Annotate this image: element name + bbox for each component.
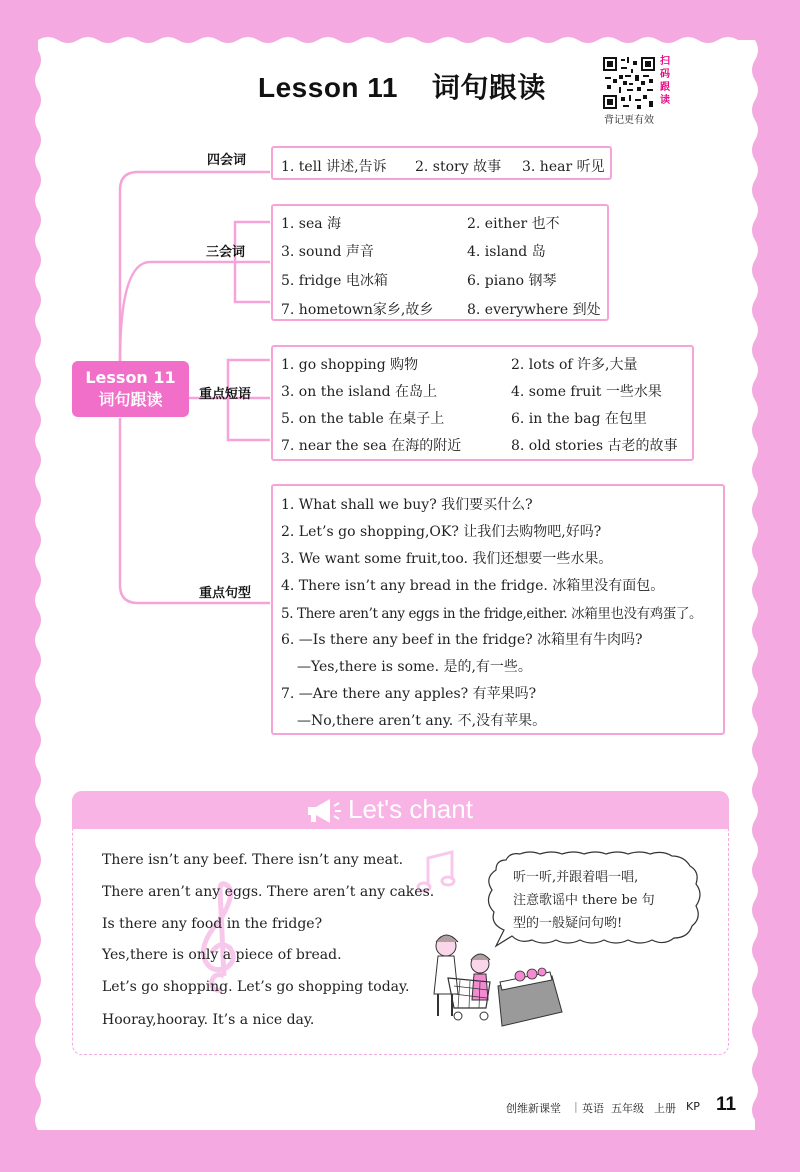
phrase-item: 7. near the sea 在海的附近 [281, 438, 462, 454]
chant-title: Let's chant [348, 794, 473, 824]
lesson-subtitle: 词句跟读 [431, 72, 546, 103]
key-phrases-box [271, 345, 694, 461]
footer-volume: 上册 [654, 1102, 676, 1115]
phrase-item: 1. go shopping 购物 [281, 357, 419, 373]
phrase-item: 5. on the table 在桌子上 [281, 411, 445, 427]
word-item: 1. sea 海 [281, 216, 342, 232]
sentence-item: 5. There aren’t any eggs in the fridge,either. 冰箱里也没有鸡蛋了。 [281, 606, 703, 622]
footer-edition: KP [686, 1100, 700, 1113]
word-item: 4. island 岛 [467, 244, 546, 260]
word-item: 7. hometown家乡,故乡 [281, 302, 434, 318]
four-skill-words-box [271, 146, 612, 180]
chant-line: Let’s go shopping. Let’s go shopping today. [102, 979, 410, 995]
sentence-item: 6. —Is there any beef in the fridge? 冰箱里有牛肉吗? [281, 632, 643, 648]
chant-line: There isn’t any beef. There isn’t any meat. [102, 852, 404, 868]
sentence-item: 4. There isn’t any bread in the fridge. 冰箱里没有面包。 [281, 578, 665, 594]
word-item: 8. everywhere 到处 [467, 302, 601, 318]
sentence-item: 2. Let’s go shopping,OK? 让我们去购物吧,好吗? [281, 524, 602, 540]
bubble-text-line: 听一听,并跟着唱一唱, [513, 870, 639, 885]
phrase-item: 6. in the bag 在包里 [511, 411, 647, 427]
sentence-item: —No,there aren’t any. 不,没有苹果。 [297, 713, 547, 729]
word-item: 1. tell 讲述,告诉 [281, 159, 387, 175]
center-node [72, 361, 189, 417]
footer-series: 创维新课堂 [506, 1102, 561, 1115]
word-item: 2. either 也不 [467, 216, 560, 232]
phrase-item: 2. lots of 许多,大量 [511, 357, 638, 373]
sentence-item: 1. What shall we buy? 我们要买什么? [281, 497, 533, 513]
footer-grade: 五年级 [611, 1102, 644, 1115]
center-node-line1: Lesson 11 [85, 368, 176, 387]
branch-label-key-phrases: 重点短语 [199, 387, 252, 402]
qr-label: 扫 码 跟 读 [660, 56, 670, 106]
phrase-item: 8. old stories 古老的故事 [511, 438, 678, 454]
bubble-text-line: 型的一般疑问句哟! [513, 916, 623, 931]
lesson-title: Lesson 11 [258, 72, 398, 103]
three-skill-words-box [271, 204, 609, 321]
page-number: 11 [716, 1094, 737, 1115]
phrase-item: 3. on the island 在岛上 [281, 384, 437, 400]
center-node-line2: 词句跟读 [98, 390, 163, 409]
phrase-item: 4. some fruit 一些水果 [511, 384, 662, 400]
branch-label-three-skill-words: 三会词 [206, 245, 246, 260]
chant-line: There aren’t any eggs. There aren’t any cakes. [102, 884, 435, 900]
chant-line: Is there any food in the fridge? [102, 916, 323, 932]
chant-line: Yes,there is only a piece of bread. [102, 947, 342, 963]
word-item: 2. story 故事 [415, 159, 502, 175]
word-item: 3. hear 听见 [522, 159, 605, 175]
bubble-text-line: 注意歌谣中 there be 句 [513, 893, 655, 908]
footer-divider: | [574, 1100, 578, 1113]
word-item: 3. sound 声音 [281, 244, 374, 260]
qr-caption: 背记更有效 [604, 115, 654, 126]
key-sentences-box [271, 484, 725, 735]
page-title [258, 66, 546, 106]
word-item: 6. piano 钢琴 [467, 273, 557, 289]
word-item: 5. fridge 电冰箱 [281, 273, 388, 289]
footer-subject: 英语 [582, 1102, 604, 1115]
sentence-item: —Yes,there is some. 是的,有一些。 [297, 659, 532, 675]
branch-label-key-sentences: 重点句型 [199, 586, 252, 601]
branch-label-four-skill-words: 四会词 [207, 153, 247, 168]
shopping-illustration [424, 924, 564, 1034]
megaphone-icon [304, 797, 342, 825]
chant-line: Hooray,hooray. It’s a nice day. [102, 1012, 315, 1028]
qr-code[interactable] [603, 57, 655, 109]
sentence-item: 7. —Are there any apples? 有苹果吗? [281, 686, 537, 702]
sentence-item: 3. We want some fruit,too. 我们还想要一些水果。 [281, 551, 613, 567]
